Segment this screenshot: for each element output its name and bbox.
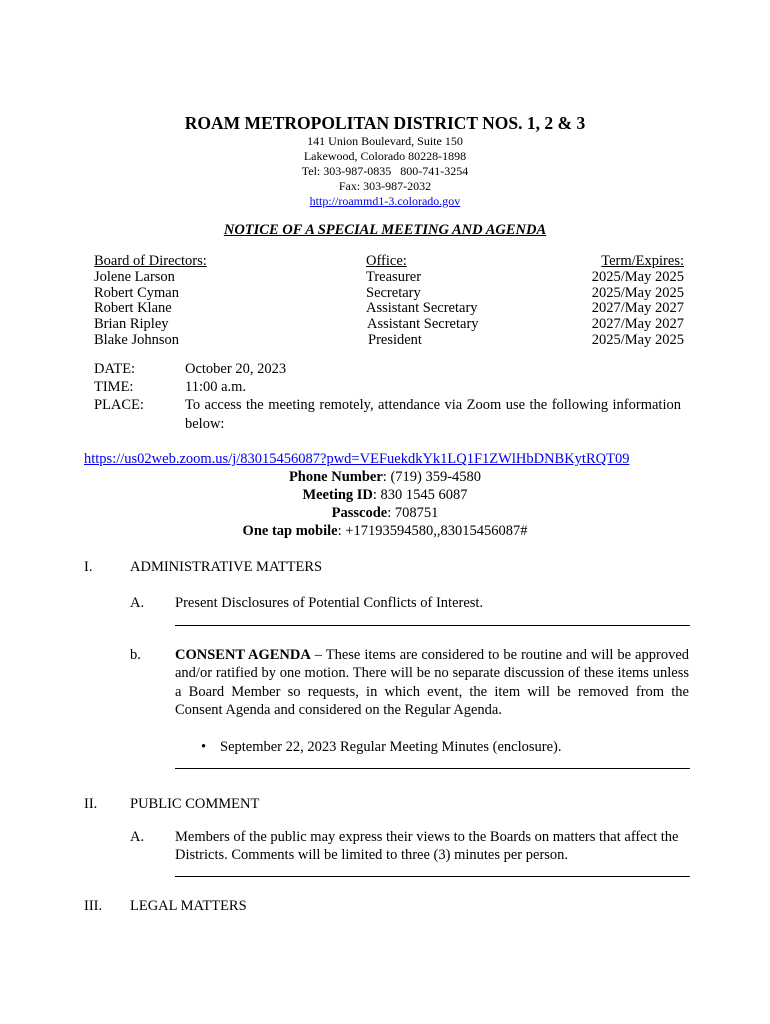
office-value: Treasurer — [366, 268, 422, 285]
office-value: Assistant Secretary — [367, 316, 479, 333]
bullet-item-text: September 22, 2023 Regular Meeting Minutes (enclosure). — [220, 739, 562, 755]
passcode-label: Passcode — [331, 505, 388, 521]
phone-line: Tel: 303-987-0835 800-741-3254 — [301, 164, 469, 178]
item-1b-text — [175, 646, 689, 719]
item-1a-letter: A. — [130, 595, 145, 611]
director-name: Brian Ripley — [94, 316, 169, 333]
director-name: Robert Cyman — [94, 284, 179, 301]
office-value: Assistant Secretary — [366, 300, 478, 317]
divider-line — [175, 876, 690, 877]
meeting-id-value: : 830 1545 6087 — [372, 487, 468, 503]
date-value: October 20, 2023 — [185, 361, 287, 377]
place-value: To access the meeting remotely, attendance via Zoom use the following information below: — [185, 397, 681, 432]
section-2-numeral: II. — [84, 796, 98, 812]
office-value: Secretary — [366, 284, 421, 301]
term-value: 2025/May 2025 — [591, 284, 684, 301]
office-value: President — [368, 331, 422, 348]
section-1-numeral: I. — [84, 559, 93, 575]
section-3-numeral: III. — [84, 898, 103, 914]
office-column — [366, 254, 479, 349]
passcode-value: : 708751 — [387, 505, 439, 521]
term-header: Term/Expires: — [601, 253, 684, 269]
date-label: DATE: — [94, 361, 136, 377]
director-name: Blake Johnson — [94, 331, 179, 348]
address-line-1: 141 Union Boulevard, Suite 150 — [307, 134, 463, 148]
divider-line — [175, 768, 690, 769]
term-value: 2025/May 2025 — [591, 331, 684, 348]
phone-number-label: Phone Number — [288, 469, 383, 485]
term-value: 2027/May 2027 — [591, 316, 684, 333]
section-1-title: ADMINISTRATIVE MATTERS — [130, 559, 323, 575]
consent-agenda-description: – These items are considered to be routine and will be approved and/or ratified by one motion. There will be no separate discussion of these items unless a Board Member so requests, in which event, the item will be removed from the Consent Agenda and considered on the Regular Agenda. — [175, 647, 690, 718]
place-label: PLACE: — [94, 397, 144, 413]
bullet-icon: • — [201, 739, 207, 755]
divider-line — [175, 625, 690, 626]
item-1b-letter: b. — [130, 647, 141, 663]
section-2-title: PUBLIC COMMENT — [130, 796, 260, 812]
section-3-title: LEGAL MATTERS — [130, 898, 247, 914]
directors-header: Board of Directors: — [94, 253, 207, 269]
director-name: Jolene Larson — [94, 268, 175, 285]
district-title: ROAM METROPOLITAN DISTRICT NOS. 1, 2 & 3 — [184, 113, 586, 133]
item-1a-text: Present Disclosures of Potential Conflicts of Interest. — [175, 595, 484, 611]
meeting-id-label: Meeting ID — [302, 487, 373, 503]
item-2a-text: Members of the public may express their views to the Boards on matters that affect the Districts. Comments will be limited to three (3) minutes per person. — [175, 829, 679, 864]
website-link[interactable]: http://roammd1-3.colorado.gov — [309, 194, 461, 208]
address-line-2: Lakewood, Colorado 80228-1898 — [303, 149, 467, 163]
notice-title: NOTICE OF A SPECIAL MEETING AND AGENDA — [223, 222, 547, 238]
term-column — [560, 254, 684, 349]
one-tap-value: : +17193594580,,83015456087# — [337, 523, 528, 539]
term-value: 2025/May 2025 — [591, 268, 684, 285]
time-value: 11:00 a.m. — [185, 379, 247, 395]
consent-agenda-heading: CONSENT AGENDA — [175, 647, 311, 663]
time-label: TIME: — [94, 379, 134, 395]
directors-column — [94, 254, 207, 349]
term-value: 2027/May 2027 — [591, 300, 684, 317]
zoom-link[interactable]: https://us02web.zoom.us/j/83015456087?pwd=VEFuekdkYk1LQ1F1ZWlHbDNBKytRQT09 — [84, 451, 630, 467]
fax-line: Fax: 303-987-2032 — [338, 179, 432, 193]
item-2a-letter: A. — [130, 829, 145, 845]
one-tap-label: One tap mobile — [242, 523, 338, 539]
phone-number-value: : (719) 359-4580 — [382, 469, 482, 485]
zoom-block — [0, 450, 770, 540]
director-name: Robert Klane — [94, 300, 172, 317]
office-header: Office: — [366, 253, 407, 269]
